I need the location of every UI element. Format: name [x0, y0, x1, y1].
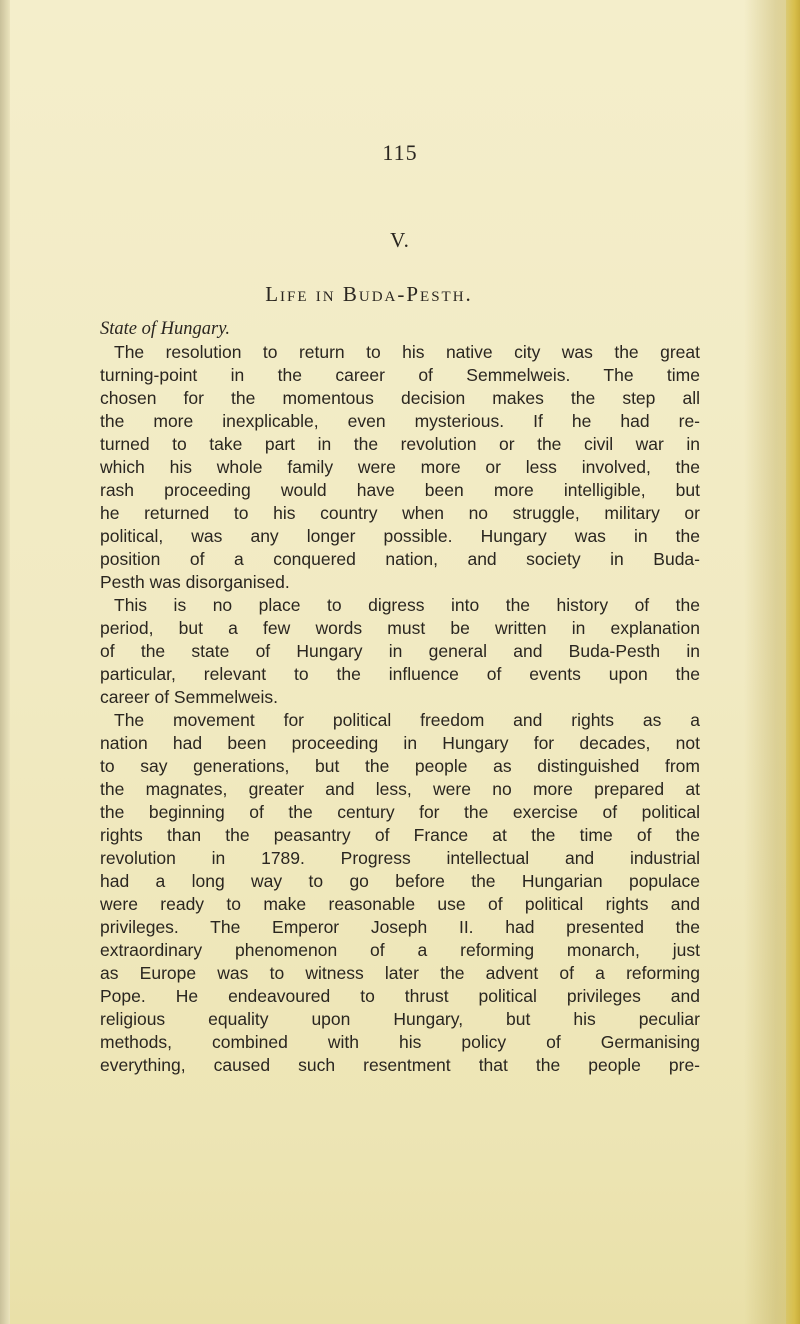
text-line: chosen for the momentous decision makes the step all: [100, 388, 700, 408]
text-line: The resolution to return to his native city was the great: [114, 342, 700, 362]
text-line: everything, caused such resentment that the people pre-: [100, 1055, 700, 1075]
text-line: turned to take part in the revolution or the civil war in: [100, 434, 700, 454]
text-line: which his whole family were more or less involved, the: [100, 457, 700, 477]
text-line: position of a conquered nation, and society in Buda-: [100, 549, 700, 569]
text-line: the more inexplicable, even mysterious. If he had re-: [100, 411, 700, 431]
text-line: Pope. He endeavoured to thrust political privileges and: [100, 986, 700, 1006]
text-line: privileges. The Emperor Joseph II. had presented the: [100, 917, 700, 937]
text-line: were ready to make reasonable use of political rights and: [100, 894, 700, 914]
text-line: the beginning of the century for the exercise of political: [100, 802, 700, 822]
page-number: 115: [382, 140, 418, 165]
text-line: rights than the peasantry of France at the time of the: [100, 825, 700, 845]
text-line: the magnates, greater and less, were no more prepared at: [100, 779, 700, 799]
text-line: The movement for political freedom and rights as a: [114, 710, 700, 730]
text-line: political, was any longer possible. Hungary was in the: [100, 526, 700, 546]
text-line: had a long way to go before the Hungarian populace: [100, 871, 700, 891]
text-line: as Europe was to witness later the advent of a reforming: [100, 963, 700, 983]
text-line: This is no place to digress into the history of the: [114, 595, 700, 615]
text-line: career of Semmelweis.: [100, 687, 278, 707]
page-left-edge: [0, 0, 10, 1324]
text-line: methods, combined with his policy of Germanising: [100, 1032, 700, 1052]
text-line: he returned to his country when no struggle, military or: [100, 503, 700, 523]
chapter-title: Life in Buda-Pesth.: [265, 282, 473, 306]
text-line: of the state of Hungary in general and Buda-Pesth in: [100, 641, 700, 661]
section-subheading: State of Hungary.: [100, 319, 231, 339]
text-line: to say generations, but the people as distinguished from: [100, 756, 700, 776]
text-line: rash proceeding would have been more intelligible, but: [100, 480, 700, 500]
page-right-edge: [786, 0, 800, 1324]
chapter-number: V.: [390, 228, 410, 252]
text-line: period, but a few words must be written in explanation: [100, 618, 700, 638]
text-line: religious equality upon Hungary, but his peculiar: [100, 1009, 700, 1029]
text-line: turning-point in the career of Semmelweis. The time: [100, 365, 700, 385]
text-line: Pesth was disorganised.: [100, 572, 290, 592]
text-line: extraordinary phenomenon of a reforming monarch, just: [100, 940, 700, 960]
body-text: [100, 318, 700, 1077]
text-line: revolution in 1789. Progress intellectual and industrial: [100, 848, 700, 868]
text-line: particular, relevant to the influence of events upon the: [100, 664, 700, 684]
text-line: nation had been proceeding in Hungary for decades, not: [100, 733, 700, 753]
